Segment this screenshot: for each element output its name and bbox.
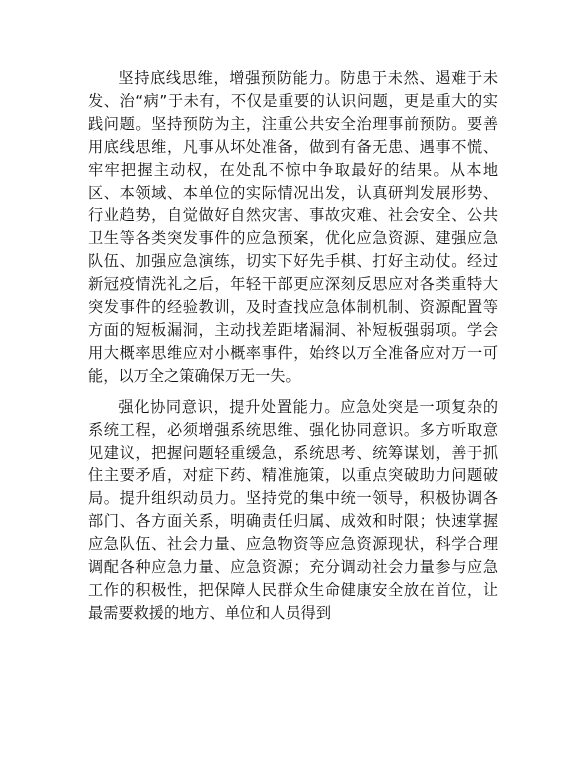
paragraph-2: 强化协同意识，提升处置能力。应急处突是一项复杂的系统工程，必须增强系统思维、强化协同意识。多方听取意见建议，把握问题轻重缓急，系统思考、统筹谋划，善于抓住主要矛盾，对症下药、精准施策，以重点突破助力问题破局。提升组织动员力。坚持党的集中统一领导，积极协调各部门、各方面关系，明确责任归属、成效和时限；快速掌握应急队伍、社会力量、应急物资等应急资源现状，科学合理调配各种应急力量、应急资源；充分调动社会力量参与应急工作的积极性，把保障人民群众生命健康安全放在首位，让最需要救援的地方、单位和人员得到 xyxy=(88,397,498,622)
document-body xyxy=(88,67,498,625)
paragraph-1: 坚持底线思维，增强预防能力。防患于未然、遏难于未发、治“病”于未有，不仅是重要的认识问题，更是重大的实践问题。坚持预防为主，注重公共安全治理事前预防。要善用底线思维，凡事从坏处准备，做到有备无患、遇事不慌、牢牢把握主动权，在处乱不惊中争取最好的结果。从本地区、本领域、本单位的实际情况出发，认真研判发展形势、行业趋势，自觉做好自然灾害、事故灾难、社会安全、公共卫生等各类突发事件的应急预案，优化应急资源、建强应急队伍、加强应急演练，切实下好先手棋、打好主动仗。经过新冠疫情洗礼之后，年轻干部更应深刻反思应对各类重特大突发事件的经验教训，及时查找应急体制机制、资源配置等方面的短板漏洞，主动找差距堵漏洞、补短板强弱项。学会用大概率思维应对小概率事件，始终以万全准备应对万一可能，以万全之策确保万无一失。 xyxy=(88,69,498,385)
